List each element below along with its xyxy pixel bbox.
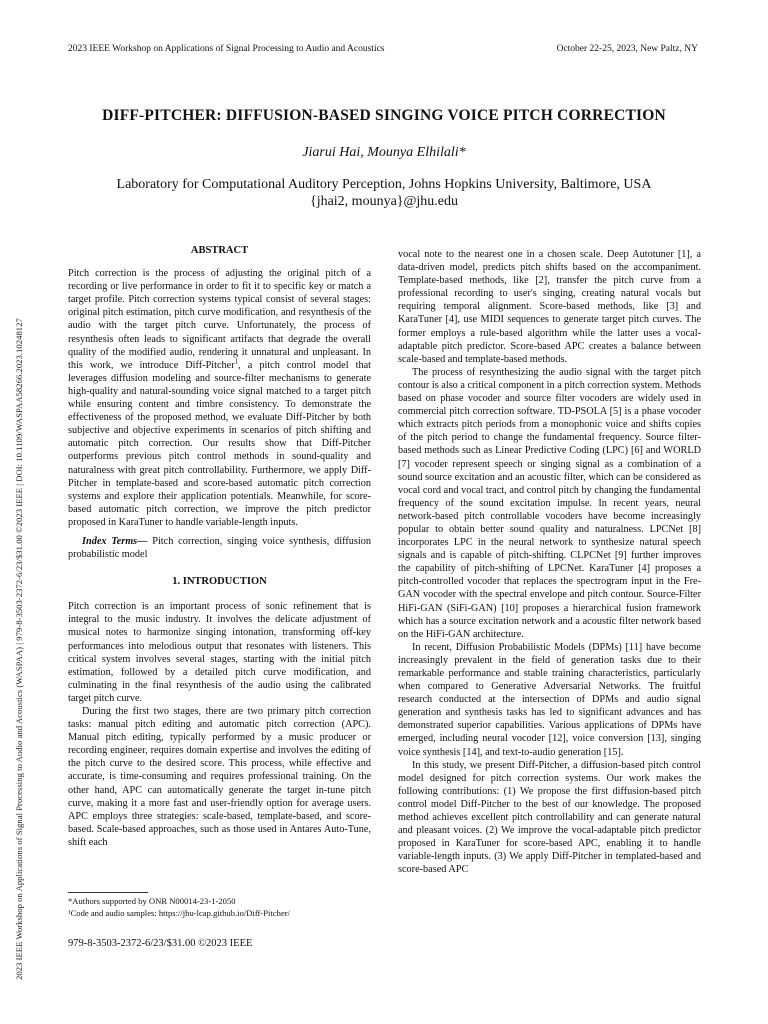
footnote-marker: 1: [234, 357, 239, 366]
intro-heading: 1. INTRODUCTION: [172, 576, 267, 588]
affiliation: Laboratory for Computational Auditory Perception, Johns Hopkins University, Baltimore, USA: [116, 177, 652, 192]
index-terms-text: Pitch correction, singing voice synthesis, diffusion probabilistic model: [68, 535, 371, 561]
email: {jhai2, mounya}@jhu.edu: [309, 194, 459, 209]
copyright-footer: 979-8-3503-2372-6/23/$31.00 ©2023 IEEE: [68, 938, 253, 949]
footnote-1: *Authors supported by ONR N00014-23-1-2050: [68, 896, 236, 906]
running-header-left: 2023 IEEE Workshop on Applications of Signal Processing to Audio and Acoustics: [68, 44, 385, 54]
abstract-text: Pitch correction is the process of adjusting the original pitch of a recording or live performance in order to fit it to specific key or match a target profile. Pitch correction systems typical consist of several stages: original pitch estimation, pitch curve modification, and resynthesis of the audio with the target pitch curve. Unfortunately, the process of resynthesis often leads to significant artifacts that degrade the overall quality of the modified audio, rendering it unnatural and unpleasant. In this work, we introduce Diff-Pitcher$^1$, a pitch control model that leverages diffusion modeling and source-filter mechanisms to generate high-quality and natural-sounding voice signal matched to a target pitch while ensuring content and timbre consistency. To demonstrate the effectiveness of the proposed method, we evaluate Diff-Pitcher by both subjective and objective experiments in scenarios of pitch shifting and automatic pitch correction. Our results show that Diff-Pitcher outperforms previous pitch control methods in sound-quality and naturalness with great pitch controllability. Furthermore, we apply Diff-Pitcher in template-based and score-based automatic pitch correction systems and explore their application potentials. Meanwhile, for score-based automatic pitch correction, we improve the pitch predictor proposed in KaraTuner to handle variable-length inputs.: [68, 268, 371, 528]
right-paragraph-0: vocal note to the nearest one in a chosen scale. Deep Autotuner [1], a data-driven model, predicts pitch shifts based on the accompaniment. Template-based methods, like [2], transfer the pitch curve from a professional recording to user's singing, creating natural vocals but requiring temporal alignment. Score-based methods, like [3] and KaraTuner [4], use MIDI sequences to generate target pitch curves. The former employs a rule-based algorithm while the latter uses a vocal-adaptable pitch predictor. Score-based APC creates a balance between scale-based and template-based methods.: [398, 249, 701, 365]
footnote-rule: [68, 892, 148, 893]
right-paragraph-1: The process of resynthesizing the audio signal with the target pitch contour is also a critical component in a pitch correction system. Methods based on phase vocoder and source filter vocoders are widely used in commercial pitch correction software. TD-PSOLA [5] is a phase vocoder which extracts pitch periods from a monophonic voice and shifts copies of the pitch period to change the fundamental frequency. Source filter-based methods such as Linear Predictive Coding (LPC) [6] and WORLD [7] vocoder represent speech or singing signal as a combination of a sound source excitation and an acoustic filter, which can be considered as vocal cord and vocal tract, and control pitch by changing the fundamental frequency of the sound excitation impulse. In recent years, neural network-based pitch controllable vocoders have become increasingly popular to obtain better sound quality and naturalness. LPCNet [8] incorporates LPC in the neural network to synthesize natural speech signals and is capable of pitch-shifting. CLPCNet [9] further improves the capability of pitch-shifting of LPCNet. KaraTuner [4] proposes a pitch-controlled vocoder that replaces the spectrogram input in the Fre-GAN vocoder with the spectral envelope and pitch contour. Source-Filter HiFi-GAN (SiFi-GAN) [10] proposes a hierarchical fusion framework which has a source excitation network and a acoustic filter network based on the HiFi-GAN architecture.: [398, 366, 701, 640]
authors: Jiarui Hai, Mounya Elhilali*: [302, 145, 466, 160]
intro-paragraph-2: During the first two stages, there are two primary pitch correction tasks: manual pitch editing and automatic pitch correction (APC). Manual pitch editing, typically performed by a music producer or recording engineer, requires domain expertise and involves the editing of the pitch curve to the desired score. This process, while effective and accurate, is time-consuming and requires professional training. On the other hand, APC can automatically generate the target in-tune pitch curve, making it a more fast and user-friendly option for average users. APC employs three strategies: scale-based, template-based, and score-based. Scale-based approaches, such as those used in Antares Auto-Tune, shift each: [68, 706, 371, 848]
running-header-right: October 22-25, 2023, New Paltz, NY: [556, 44, 698, 54]
abstract-heading: ABSTRACT: [190, 245, 249, 256]
paper-title: DIFF-PITCHER: DIFFUSION-BASED SINGING VOICE PITCH CORRECTION: [102, 107, 666, 124]
left-column: [68, 244, 371, 849]
right-column: [398, 248, 701, 877]
doi-sidebar: 2023 IEEE Workshop on Applications of Signal Processing to Audio and Acoustics (WASPAA) | 979-8-3503-2372-6/23/$31.00 ©2023 IEEE | DOI: 10.1109/WASPAA58266.2023.10248127: [14, 318, 24, 980]
index-terms-label: Index Terms—: [82, 535, 148, 547]
intro-paragraph-1: Pitch correction is an important process of sonic refinement that is integral to the music industry. It involves the delicate adjustment of musical notes to harmonize singing intonation, transforming off-key performances into melodious output that resonates with listeners. This critical system involves several stages, starting with the initial pitch estimation, followed by a detailed pitch curve modification, and culminating in the final resynthesis of the audio using the calibrated target pitch curve.: [68, 601, 371, 704]
right-paragraph-2: In recent, Diffusion Probabilistic Models (DPMs) [11] have become increasingly prevalent in the field of generation tasks due to their remarkable performance and stable training characteristics, particularly when compared to Generative Adversarial Networks. The fruitful research conducted at the intersection of DPMs and audio signal generation and synthesis tasks has led to significant advances and has demonstrated superior capabilities. Various applications of DPMs have emerged, including neural vocoder [12], voice conversion [13], singing voice synthesis [14], and text-to-audio generation [15].: [398, 641, 701, 758]
right-paragraph-3: In this study, we present Diff-Pitcher, a diffusion-based pitch control model designed for pitch correction systems. Our work makes the following contributions: (1) We propose the first diffusion-based pitch control model Diff-Pitcher to the best of our knowledge. The proposed method achieves excellent pitch controllability and can generate natural and pleasant voices. (2) We improve the vocal-adaptable pitch predictor proposed in KaraTuner for score-based APC, enabling it to handle variable-length inputs. (3) We apply Diff-Pitcher in templated-based and score-based APC: [398, 759, 701, 876]
footnote-2: ¹Code and audio samples: https://jhu-lcap.github.io/Diff-Pitcher/: [68, 908, 291, 918]
index-terms: [68, 535, 371, 561]
